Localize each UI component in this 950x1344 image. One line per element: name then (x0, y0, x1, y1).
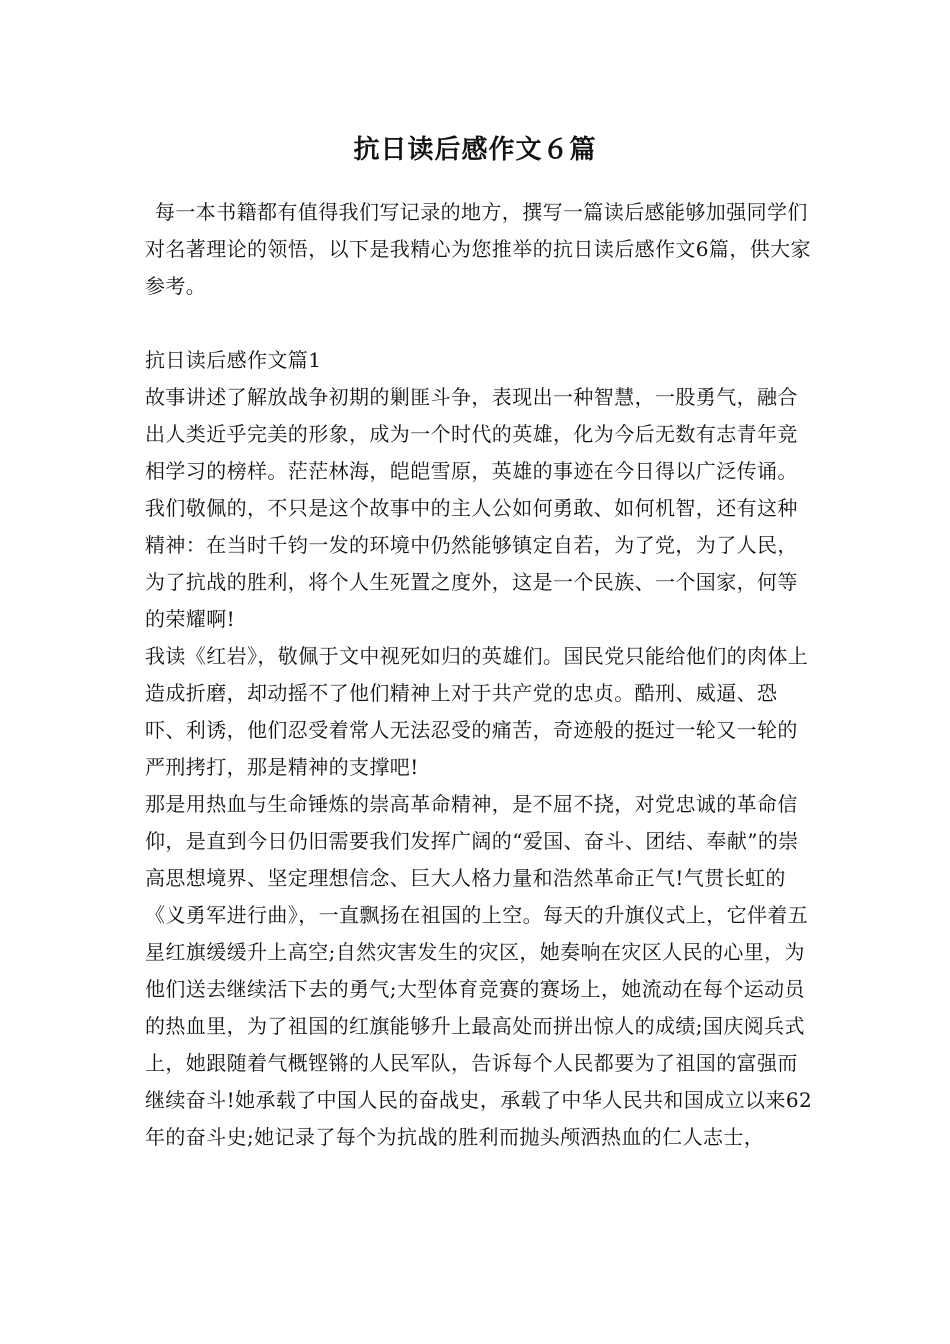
body-paragraph-1: 故事讲述了解放战争初期的剿匪斗争，表现出一种智慧，一股勇气，融合出人类近乎完美的形象，成为一个时代的英雄，化为今后无数有志青年竞相学习的榜样。茫茫林海，皑皑雪原，英雄的事迹在今日得以广泛传诵。我们敬佩的，不只是这个故事中的主人公如何勇敢、如何机智，还有这种精神：在当时千钧一发的环境中仍然能够镇定自若，为了党，为了人民，为了抗战的胜利，将个人生死置之度外，这是一个民族、一个国家，何等的荣耀啊! (145, 385, 798, 631)
body-paragraph-2: 我读《红岩》，敬佩于文中视死如归的英雄们。国民党只能给他们的肉体上造成折磨，却动摇不了他们精神上对于共产党的忠贞。酷刑、威逼、恐吓、利诱，他们忍受着常人无法忍受的痛苦，奇迹般的挺过一轮又一轮的严刑拷打，那是精神的支撑吧! (145, 644, 809, 779)
intro-paragraph: 每一本书籍都有值得我们写记录的地方，撰写一篇读后感能够加强同学们对名著理论的领悟，以下是我精心为您推举的抗日读后感作文6篇，供大家参考。 (145, 200, 811, 298)
document-title: 抗日读后感作文６篇 (353, 135, 597, 165)
paragraph-gap (145, 305, 817, 342)
body-paragraph-3: 那是用热血与生命锤炼的崇高革命精神，是不屈不挠，对党忠诚的革命信仰，是直到今日仍旧需要我们发挥广阔的“爱国、奋斗、团结、奉献”的崇高思想境界、坚定理想信念、巨大人格力量和浩然革命正气!气贯长虹的《义勇军进行曲》，一直飘扬在祖国的上空。每天的升旗仪式上，它伴着五星红旗缓缓升上高空;自然灾害发生的灾区，她奏响在灾区人民的心里，为他们送去继续活下去的勇气;大型体育竞赛的赛场上，她流动在每个运动员的热血里，为了祖国的红旗能够升上最高处而拼出惊人的成绩;国庆阅兵式上，她跟随着气概铿锵的人民军队，告诉每个人民都要为了祖国的富强而继续奋斗!她承载了中国人民的奋战史，承载了中华人民共和国成立以来62年的奋斗史;她记录了每个为抗战的胜利而抛头颅洒热血的仁人志士， (145, 792, 813, 1149)
document-body (145, 194, 817, 1156)
section-heading: 抗日读后感作文篇1 (145, 348, 322, 372)
